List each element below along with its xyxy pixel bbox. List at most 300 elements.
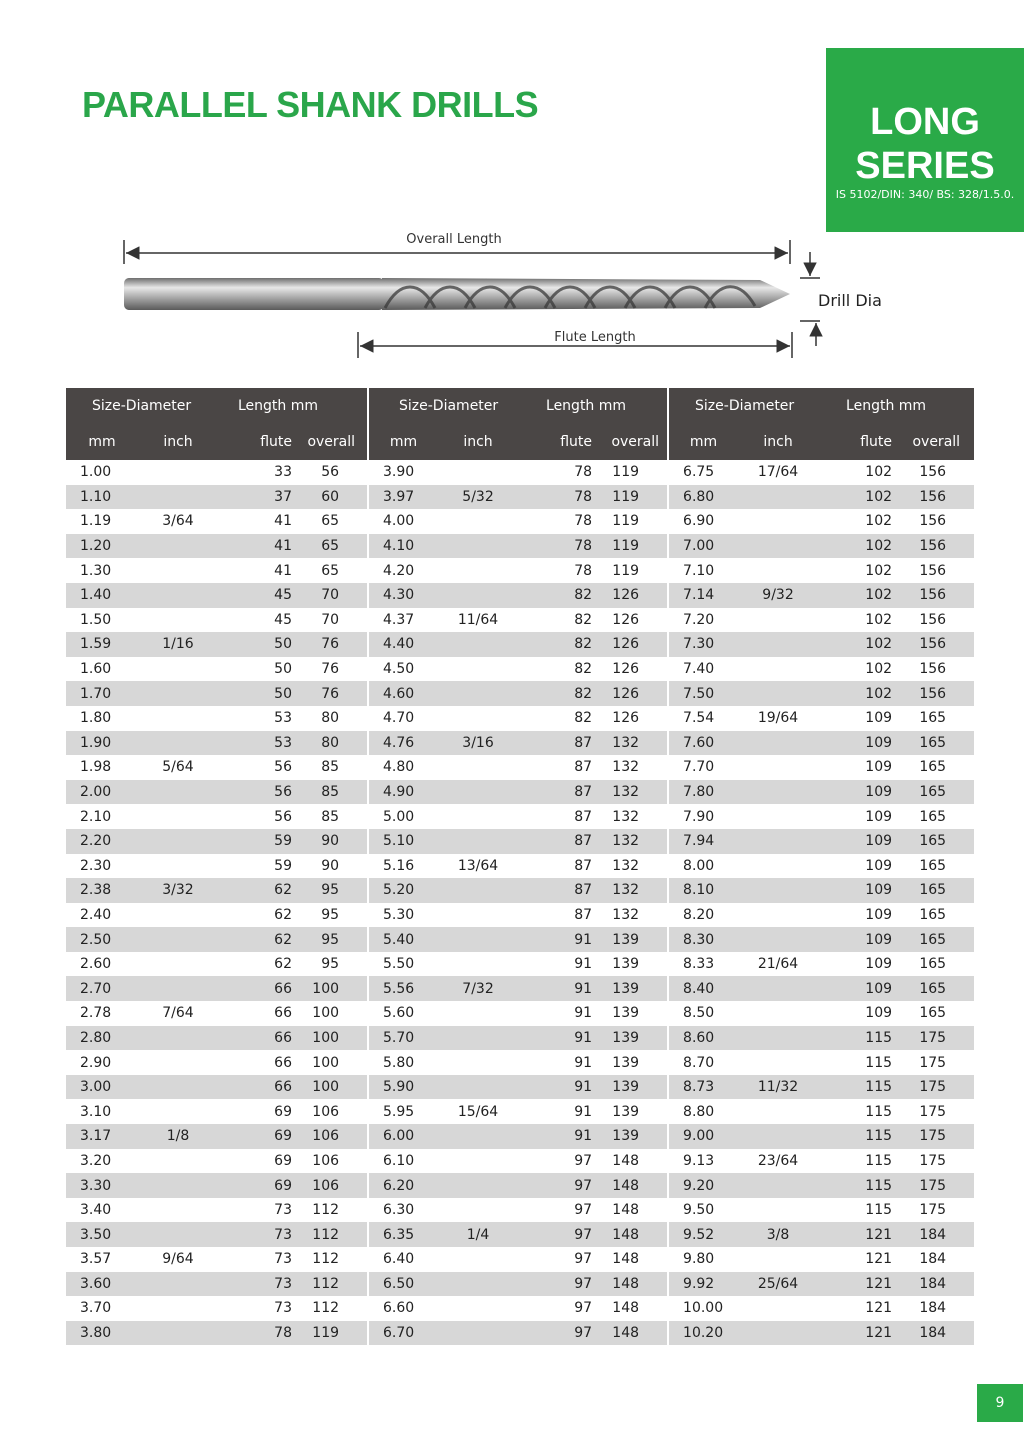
table-cell: 4.70 xyxy=(368,706,438,731)
table-cell: 121 xyxy=(865,1300,893,1317)
table-row xyxy=(66,755,974,780)
table-cell: 115 xyxy=(865,1103,893,1120)
table-cell: 1.10 xyxy=(66,485,138,510)
table-cell: 33 xyxy=(274,464,292,481)
table-cell: 132 xyxy=(598,780,668,805)
table-cell xyxy=(438,583,518,608)
table-row xyxy=(66,1124,974,1149)
table-cell: 115 xyxy=(818,1026,898,1051)
table-cell: 184 xyxy=(919,1251,947,1268)
table-cell: 91 xyxy=(574,956,593,973)
table-cell: 70 xyxy=(321,611,340,628)
table-cell: 9.13 xyxy=(668,1149,738,1174)
table-cell: 97 xyxy=(574,1251,593,1268)
table-cell: 3.60 xyxy=(66,1272,138,1297)
table-cell: 78 xyxy=(574,513,593,530)
table-cell: 109 xyxy=(865,906,893,923)
table-cell: 121 xyxy=(818,1222,898,1247)
table-cell: 6.00 xyxy=(368,1124,438,1149)
table-cell: 7.94 xyxy=(668,829,738,854)
table-cell xyxy=(438,903,518,928)
table-cell: 121 xyxy=(865,1251,893,1268)
table-cell: 80 xyxy=(321,710,340,727)
table-cell: 3.17 xyxy=(66,1124,138,1149)
table-cell: 175 xyxy=(898,1026,974,1051)
table-cell: 1.60 xyxy=(80,661,112,678)
table-cell: 139 xyxy=(612,1103,640,1120)
table-cell xyxy=(738,534,818,559)
table-cell: 3.20 xyxy=(80,1152,112,1169)
table-cell: 109 xyxy=(865,857,893,874)
table-cell xyxy=(138,1198,218,1223)
table-cell: 109 xyxy=(818,927,898,952)
table-row xyxy=(66,878,974,903)
table-cell xyxy=(738,1247,818,1272)
table-cell: 2.70 xyxy=(66,976,138,1001)
table-cell: 87 xyxy=(574,808,593,825)
table-cell: 37 xyxy=(218,485,298,510)
table-cell: 5.95 xyxy=(368,1099,438,1124)
table-row xyxy=(66,952,974,977)
table-cell: 126 xyxy=(612,661,640,678)
table-cell: 100 xyxy=(298,976,368,1001)
table-cell xyxy=(438,780,518,805)
table-cell: 87 xyxy=(518,731,598,756)
table-cell: 50 xyxy=(218,632,298,657)
table-cell: 53 xyxy=(274,710,292,727)
table-cell: 156 xyxy=(898,534,974,559)
table-cell: 69 xyxy=(274,1103,292,1120)
table-cell: 66 xyxy=(218,976,298,1001)
table-cell: 139 xyxy=(598,1124,668,1149)
table-cell: 115 xyxy=(865,1054,893,1071)
table-cell: 5.40 xyxy=(368,927,438,952)
table-cell: 97 xyxy=(518,1173,598,1198)
table-cell: 148 xyxy=(598,1321,668,1346)
table-cell: 41 xyxy=(274,513,292,530)
table-cell: 165 xyxy=(919,759,947,776)
table-cell: 109 xyxy=(818,976,898,1001)
table-cell: 109 xyxy=(818,878,898,903)
table-cell: 148 xyxy=(598,1272,668,1297)
table-cell: 6.35 xyxy=(368,1222,438,1247)
table-cell: 2.78 xyxy=(80,1005,112,1022)
table-cell xyxy=(138,1222,218,1247)
table-row xyxy=(66,1050,974,1075)
table-cell: 91 xyxy=(518,1026,598,1051)
table-cell: 3.80 xyxy=(66,1321,138,1346)
table-cell xyxy=(138,804,218,829)
overall-length-dimension xyxy=(124,232,790,264)
table-row xyxy=(66,829,974,854)
table-cell: 5.60 xyxy=(368,1001,438,1026)
table-cell: 8.73 xyxy=(668,1075,738,1100)
table-cell: 156 xyxy=(919,661,947,678)
table-row xyxy=(66,1296,974,1321)
table-cell: 7.90 xyxy=(668,804,738,829)
table-cell: 102 xyxy=(865,661,893,678)
table-cell: 106 xyxy=(298,1124,368,1149)
table-cell: 3.30 xyxy=(66,1173,138,1198)
table-cell: 4.20 xyxy=(368,558,438,583)
table-cell: 165 xyxy=(898,976,974,1001)
table-cell: 5.30 xyxy=(368,903,438,928)
table-cell: 73 xyxy=(218,1272,298,1297)
table-cell: 91 xyxy=(574,1103,593,1120)
table-cell: 106 xyxy=(312,1152,340,1169)
table-cell: 8.40 xyxy=(668,976,738,1001)
table-cell: 50 xyxy=(218,681,298,706)
table-cell: 132 xyxy=(612,857,640,874)
table-cell: 97 xyxy=(574,1300,593,1317)
table-cell: 132 xyxy=(612,759,640,776)
table-cell: 148 xyxy=(612,1300,640,1317)
table-cell: 73 xyxy=(274,1202,292,1219)
table-cell xyxy=(138,1026,218,1051)
table-cell: 9.20 xyxy=(668,1173,738,1198)
table-row xyxy=(66,1001,974,1026)
table-cell xyxy=(138,1149,218,1174)
table-cell: 109 xyxy=(865,710,893,727)
table-cell: 112 xyxy=(312,1251,340,1268)
table-cell: 6.10 xyxy=(368,1149,438,1174)
table-row xyxy=(66,1198,974,1223)
table-cell: 165 xyxy=(919,906,947,923)
table-cell: 6.20 xyxy=(368,1173,438,1198)
table-cell: 5.50 xyxy=(368,952,438,977)
table-cell: 119 xyxy=(612,464,640,481)
table-cell: 80 xyxy=(298,731,368,756)
table-cell xyxy=(738,1173,818,1198)
table-cell: 73 xyxy=(218,1222,298,1247)
drill-size-table xyxy=(66,388,974,1345)
table-cell: 8.00 xyxy=(668,854,738,879)
table-cell: 5.20 xyxy=(368,878,438,903)
table-cell: 156 xyxy=(898,583,974,608)
table-cell: 95 xyxy=(298,927,368,952)
table-cell: 148 xyxy=(612,1152,640,1169)
table-cell xyxy=(438,755,518,780)
table-cell: 91 xyxy=(574,1005,593,1022)
table-cell xyxy=(438,952,518,977)
table-cell xyxy=(138,534,218,559)
table-cell: 165 xyxy=(919,808,947,825)
table-cell: 4.10 xyxy=(368,534,438,559)
sub-header: flute xyxy=(818,424,898,460)
table-cell: 102 xyxy=(818,632,898,657)
table-cell: 1.70 xyxy=(66,681,138,706)
table-row xyxy=(66,1149,974,1174)
sub-header: mm xyxy=(368,424,438,460)
table-cell: 9.80 xyxy=(668,1247,738,1272)
table-cell: 8.70 xyxy=(668,1050,738,1075)
table-row xyxy=(66,903,974,928)
table-cell: 11/32 xyxy=(738,1075,818,1100)
table-cell xyxy=(438,1075,518,1100)
table-cell: 175 xyxy=(898,1075,974,1100)
table-cell: 126 xyxy=(598,681,668,706)
table-cell: 4.30 xyxy=(368,583,438,608)
table-row xyxy=(66,460,974,485)
table-row xyxy=(66,1026,974,1051)
table-cell: 97 xyxy=(518,1272,598,1297)
table-cell: 7.60 xyxy=(668,731,738,756)
table-cell xyxy=(738,1124,818,1149)
table-cell: 7.70 xyxy=(668,755,738,780)
group-header-row xyxy=(66,388,974,424)
table-cell: 3.90 xyxy=(368,460,438,485)
table-cell xyxy=(438,1050,518,1075)
table-cell: 109 xyxy=(818,829,898,854)
table-row xyxy=(66,534,974,559)
table-cell: 1/8 xyxy=(138,1124,218,1149)
table-cell: 156 xyxy=(919,513,947,530)
table-cell: 4.37 xyxy=(368,608,438,633)
table-row xyxy=(66,854,974,879)
table-cell: 56 xyxy=(274,759,292,776)
table-cell xyxy=(738,854,818,879)
table-cell: 65 xyxy=(298,534,368,559)
series-badge xyxy=(826,48,1024,232)
table-cell: 126 xyxy=(612,611,640,628)
table-cell: 91 xyxy=(518,976,598,1001)
table-cell: 76 xyxy=(321,661,340,678)
table-cell xyxy=(438,1296,518,1321)
table-cell: 156 xyxy=(919,611,947,628)
table-cell: 25/64 xyxy=(738,1272,818,1297)
table-cell xyxy=(138,903,218,928)
table-cell: 184 xyxy=(898,1321,974,1346)
table-cell: 165 xyxy=(898,731,974,756)
table-cell: 5.90 xyxy=(368,1075,438,1100)
table-cell: 175 xyxy=(898,1124,974,1149)
table-cell: 7.54 xyxy=(668,706,738,731)
table-cell: 156 xyxy=(898,485,974,510)
table-cell: 109 xyxy=(865,759,893,776)
sub-header: inch xyxy=(438,424,518,460)
table-cell: 1.80 xyxy=(80,710,112,727)
table-cell: 184 xyxy=(898,1272,974,1297)
table-cell: 4.90 xyxy=(368,780,438,805)
table-cell: 119 xyxy=(598,485,668,510)
table-cell xyxy=(438,632,518,657)
table-cell: 66 xyxy=(274,1054,292,1071)
group-header: Length mm xyxy=(518,388,668,424)
table-cell: 3.97 xyxy=(368,485,438,510)
table-cell: 175 xyxy=(919,1103,947,1120)
table-cell: 3/32 xyxy=(138,878,218,903)
table-cell: 7.80 xyxy=(668,780,738,805)
table-cell: 53 xyxy=(218,731,298,756)
table-row xyxy=(66,780,974,805)
table-cell: 1.00 xyxy=(80,464,112,481)
table-cell xyxy=(138,952,218,977)
table-cell: 5.16 xyxy=(368,854,438,879)
table-row xyxy=(66,1272,974,1297)
table-cell: 82 xyxy=(518,632,598,657)
table-cell xyxy=(138,657,218,682)
table-cell xyxy=(438,1001,518,1026)
sub-header: mm xyxy=(66,424,138,460)
table-cell: 59 xyxy=(274,857,292,874)
table-cell: 62 xyxy=(274,956,292,973)
table-cell: 109 xyxy=(818,731,898,756)
table-row xyxy=(66,485,974,510)
table-cell: 139 xyxy=(612,1005,640,1022)
table-cell: 87 xyxy=(574,857,593,874)
table-cell: 56 xyxy=(321,464,340,481)
table-cell: 82 xyxy=(574,661,593,678)
table-cell: 3/64 xyxy=(162,513,194,530)
table-cell: 10.00 xyxy=(668,1296,738,1321)
table-cell: 2.30 xyxy=(80,857,112,874)
table-row xyxy=(66,1247,974,1272)
table-cell xyxy=(138,1272,218,1297)
table-cell: 4.76 xyxy=(368,731,438,756)
table-cell: 85 xyxy=(321,759,340,776)
table-cell: 115 xyxy=(818,1173,898,1198)
table-cell: 100 xyxy=(298,1075,368,1100)
table-cell: 2.60 xyxy=(80,956,112,973)
table-cell xyxy=(738,976,818,1001)
table-cell: 59 xyxy=(218,829,298,854)
table-cell: 112 xyxy=(298,1222,368,1247)
table-cell: 175 xyxy=(919,1054,947,1071)
table-cell xyxy=(738,755,818,780)
table-cell: 121 xyxy=(818,1272,898,1297)
table-cell: 3.57 xyxy=(80,1251,112,1268)
table-cell: 3.10 xyxy=(80,1103,112,1120)
table-cell xyxy=(738,927,818,952)
table-cell: 175 xyxy=(919,1202,947,1219)
table-cell: 119 xyxy=(612,562,640,579)
table-cell: 87 xyxy=(574,759,593,776)
table-cell xyxy=(138,706,218,731)
table-cell xyxy=(738,485,818,510)
table-row xyxy=(66,976,974,1001)
page-title: PARALLEL SHANK DRILLS xyxy=(82,84,539,125)
table-cell: 102 xyxy=(818,534,898,559)
table-cell: 13/64 xyxy=(457,857,499,874)
table-cell: 126 xyxy=(612,710,640,727)
table-cell: 112 xyxy=(298,1272,368,1297)
table-cell: 95 xyxy=(298,878,368,903)
table-cell: 66 xyxy=(218,1026,298,1051)
table-cell: 82 xyxy=(574,710,593,727)
table-cell xyxy=(138,1099,218,1124)
table-cell: 115 xyxy=(818,1124,898,1149)
table-cell: 78 xyxy=(574,562,593,579)
table-cell: 23/64 xyxy=(757,1152,799,1169)
table-cell: 175 xyxy=(919,1152,947,1169)
table-cell: 7.20 xyxy=(668,608,738,633)
table-cell: 90 xyxy=(298,829,368,854)
table-cell: 6.70 xyxy=(368,1321,438,1346)
table-cell: 6.30 xyxy=(368,1198,438,1223)
sub-header: mm xyxy=(668,424,738,460)
table-cell: 100 xyxy=(312,1005,340,1022)
table-cell xyxy=(438,534,518,559)
drill-dia-label: Drill Dia xyxy=(818,291,882,310)
table-cell xyxy=(138,976,218,1001)
table-cell: 78 xyxy=(218,1321,298,1346)
sub-header: inch xyxy=(738,424,818,460)
table-cell: 8.50 xyxy=(668,1001,738,1026)
table-cell: 91 xyxy=(518,927,598,952)
table-row xyxy=(66,681,974,706)
table-cell: 15/64 xyxy=(457,1103,499,1120)
table-cell: 139 xyxy=(612,1054,640,1071)
table-cell xyxy=(738,608,818,633)
table-cell: 6.60 xyxy=(368,1296,438,1321)
table-cell: 3/8 xyxy=(738,1222,818,1247)
sub-header: overall xyxy=(598,424,668,460)
table-cell: 1.90 xyxy=(66,731,138,756)
flute-length-label: Flute Length xyxy=(554,330,636,345)
table-row xyxy=(66,608,974,633)
table-cell: 1.50 xyxy=(80,611,112,628)
table-cell xyxy=(738,1050,818,1075)
sub-header: flute xyxy=(518,424,598,460)
table-cell: 2.20 xyxy=(66,829,138,854)
table-cell xyxy=(738,1099,818,1124)
table-cell xyxy=(138,460,218,485)
table-cell: 4.60 xyxy=(368,681,438,706)
table-cell: 119 xyxy=(612,513,640,530)
table-cell: 82 xyxy=(518,583,598,608)
table-cell: 112 xyxy=(312,1202,340,1219)
table-cell: 1.59 xyxy=(66,632,138,657)
table-cell: 91 xyxy=(518,1124,598,1149)
table-cell: 132 xyxy=(598,829,668,854)
table-cell xyxy=(438,558,518,583)
table-cell: 8.60 xyxy=(668,1026,738,1051)
table-cell: 65 xyxy=(321,562,340,579)
table-cell: 19/64 xyxy=(757,710,799,727)
table-cell: 1.19 xyxy=(80,513,112,530)
table-cell: 82 xyxy=(574,611,593,628)
table-cell: 6.40 xyxy=(368,1247,438,1272)
table-cell: 139 xyxy=(598,927,668,952)
group-header: Size-Diameter xyxy=(668,388,818,424)
table-cell: 132 xyxy=(612,906,640,923)
sub-header: overall xyxy=(298,424,368,460)
table-cell: 6.90 xyxy=(668,509,738,534)
table-cell: 69 xyxy=(274,1152,292,1169)
table-cell: 5.10 xyxy=(368,829,438,854)
table-cell: 56 xyxy=(274,808,292,825)
table-cell: 7/64 xyxy=(162,1005,194,1022)
table-cell: 21/64 xyxy=(757,956,799,973)
table-cell: 5/32 xyxy=(438,485,518,510)
table-row xyxy=(66,1222,974,1247)
table-cell: 91 xyxy=(518,1075,598,1100)
table-cell: 65 xyxy=(321,513,340,530)
table-cell: 97 xyxy=(518,1321,598,1346)
table-cell: 76 xyxy=(298,681,368,706)
table-cell: 126 xyxy=(598,583,668,608)
table-cell: 184 xyxy=(919,1300,947,1317)
table-cell: 5/64 xyxy=(162,759,194,776)
table-cell: 165 xyxy=(898,780,974,805)
table-cell: 102 xyxy=(818,681,898,706)
table-cell: 148 xyxy=(612,1251,640,1268)
table-cell: 139 xyxy=(598,1075,668,1100)
table-cell: 156 xyxy=(919,562,947,579)
sub-header: overall xyxy=(898,424,974,460)
table-cell xyxy=(138,583,218,608)
table-cell: 7/32 xyxy=(438,976,518,1001)
